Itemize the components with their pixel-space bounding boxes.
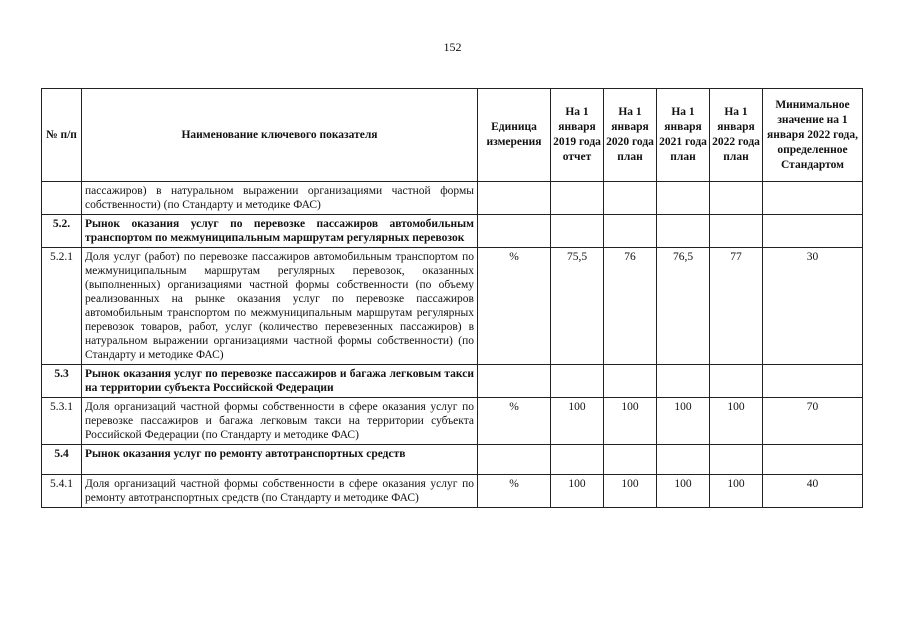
table-row — [42, 215, 863, 248]
row-2019 — [551, 182, 604, 215]
header-2021: На 1 января 2021 года план — [657, 89, 710, 182]
row-min: 70 — [763, 398, 863, 445]
row-2019 — [551, 365, 604, 398]
header-min-standard: Минимальное значение на 1 января 2022 года, определенное Стандартом — [763, 89, 863, 182]
header-name: Наименование ключевого показателя — [82, 89, 478, 182]
row-2019 — [551, 445, 604, 475]
row-name: Рынок оказания услуг по ремонту автотранспортных средств — [82, 445, 478, 475]
row-min — [763, 215, 863, 248]
table-row — [42, 445, 863, 475]
row-unit: % — [478, 398, 551, 445]
header-unit: Единица измерения — [478, 89, 551, 182]
header-2022: На 1 января 2022 года план — [710, 89, 763, 182]
table-row — [42, 398, 863, 445]
header-2019: На 1 января 2019 года отчет — [551, 89, 604, 182]
row-2022: 77 — [710, 248, 763, 365]
row-2022 — [710, 182, 763, 215]
row-name: Доля организаций частной формы собственности в сфере оказания услуг по ремонту автотранспортных средств (по Стандарту и методике ФАС) — [82, 475, 478, 508]
indicators-table — [41, 88, 863, 508]
row-unit: % — [478, 248, 551, 365]
row-name: Доля организаций частной формы собственности в сфере оказания услуг по перевозке пассажиров и багажа легковым такси на территории субъекта Российской Федерации (по Стандарту и методике ФАС) — [82, 398, 478, 445]
row-min: 30 — [763, 248, 863, 365]
row-num: 5.2. — [42, 215, 82, 248]
row-2022 — [710, 445, 763, 475]
row-2020 — [604, 182, 657, 215]
row-2020 — [604, 445, 657, 475]
row-2019: 100 — [551, 475, 604, 508]
row-2021 — [657, 215, 710, 248]
row-name: Рынок оказания услуг по перевозке пассажиров автомобильным транспортом по межмуниципальным маршрутам регулярных перевозок — [82, 215, 478, 248]
row-min — [763, 445, 863, 475]
row-2021: 100 — [657, 475, 710, 508]
row-2022: 100 — [710, 475, 763, 508]
table-row — [42, 248, 863, 365]
header-num: № п/п — [42, 89, 82, 182]
row-2022: 100 — [710, 398, 763, 445]
row-2021: 76,5 — [657, 248, 710, 365]
row-num: 5.4 — [42, 445, 82, 475]
row-name: Рынок оказания услуг по перевозке пассажиров и багажа легковым такси на территории субъекта Российской Федерации — [82, 365, 478, 398]
row-2019 — [551, 215, 604, 248]
row-num: 5.3 — [42, 365, 82, 398]
row-2019: 75,5 — [551, 248, 604, 365]
table-row — [42, 365, 863, 398]
row-name: пассажиров) в натуральном выражении организациями частной формы собственности) (по Стандарту и методике ФАС) — [82, 182, 478, 215]
row-2021 — [657, 445, 710, 475]
table-row — [42, 182, 863, 215]
row-2020 — [604, 365, 657, 398]
row-unit — [478, 445, 551, 475]
row-unit — [478, 215, 551, 248]
table-row — [42, 475, 863, 508]
row-2020: 100 — [604, 398, 657, 445]
row-min: 40 — [763, 475, 863, 508]
row-unit: % — [478, 475, 551, 508]
row-2021 — [657, 365, 710, 398]
row-min — [763, 182, 863, 215]
row-2020: 100 — [604, 475, 657, 508]
header-2020: На 1 января 2020 года план — [604, 89, 657, 182]
row-name: Доля услуг (работ) по перевозке пассажиров автомобильным транспортом по межмуниципальным маршрутам регулярных перевозок, оказанных (выполненных) организациями частной формы собственности (по объему реализованных на рынке оказания услуг по перевозке пассажиров автомобильным транспортом по межмуниципальным маршрутам регулярных перевозок товаров, работ, услуг (количество перевезенных пассажиров) в натуральном выражении организациями частной формы собственности) (по Стандарту и методике ФАС) — [82, 248, 478, 365]
row-num — [42, 182, 82, 215]
row-min — [763, 365, 863, 398]
row-num: 5.3.1 — [42, 398, 82, 445]
row-unit — [478, 365, 551, 398]
row-2022 — [710, 215, 763, 248]
row-2022 — [710, 365, 763, 398]
page-number: 152 — [443, 40, 462, 54]
row-2019: 100 — [551, 398, 604, 445]
row-num: 5.2.1 — [42, 248, 82, 365]
row-2020: 76 — [604, 248, 657, 365]
row-2021: 100 — [657, 398, 710, 445]
row-2020 — [604, 215, 657, 248]
row-unit — [478, 182, 551, 215]
row-2021 — [657, 182, 710, 215]
table-header — [42, 89, 863, 182]
row-num: 5.4.1 — [42, 475, 82, 508]
